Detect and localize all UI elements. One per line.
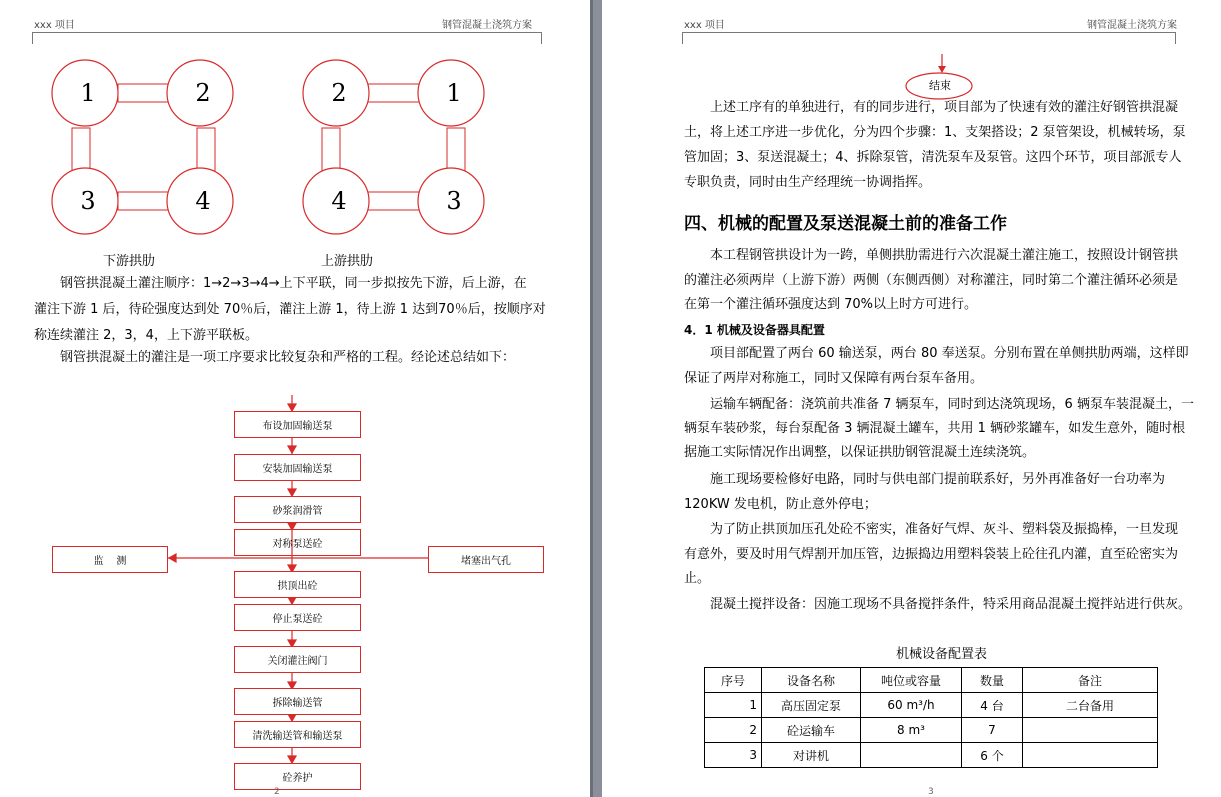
- page-number: 3: [928, 787, 934, 797]
- table-title: 机械设备配置表: [896, 647, 988, 662]
- circle-label: 1: [80, 79, 96, 107]
- paragraph-line: 保证了两岸对称施工，同时又保障有两台泵车备用。: [684, 371, 984, 386]
- paragraph-line: 混凝土搅拌设备：因施工现场不具备搅拌条件，特采用商品混凝土搅拌站进行供灰。: [710, 597, 1192, 612]
- section-heading: 四、机械的配置及泵送混凝土前的准备工作: [684, 214, 1007, 234]
- table-cell: 高压固定泵: [762, 693, 861, 718]
- flow-step: 清洗输送管和输送泵: [234, 721, 361, 748]
- paragraph-line: 施工现场要检修好电路，同时与供电部门提前联系好，另外再准备好一台功率为: [710, 472, 1166, 487]
- document-page-right: [602, 0, 1221, 797]
- table-header-cell: 序号: [705, 668, 762, 693]
- paragraph-line: 为了防止拱顶加压孔处砼不密实，准备好气焊、灰斗、塑料袋及振捣棒，一旦发现: [710, 522, 1179, 537]
- paragraph-line: 管加固；3、泵送混凝土；4、拆除泵管，清洗泵车及泵管。这四个环节，项目部派专人: [684, 150, 1182, 165]
- caption-upstream: 上游拱肋: [321, 254, 374, 269]
- table-header-row: [705, 668, 1158, 693]
- paragraph-line: 有意外，要及时用气焊割开加压管，边振捣边用塑料袋装上砼往孔内灌，直至砼密实为: [684, 547, 1179, 562]
- flow-step: 对称泵送砼: [234, 529, 361, 556]
- table-cell: 二台备用: [1023, 693, 1158, 718]
- table-row: [705, 743, 1158, 768]
- table-cell: 7: [962, 718, 1023, 743]
- paragraph-line: 上述工序有的单独进行，有的同步进行，项目部为了快速有效的灌注好钢管拱混凝: [710, 100, 1179, 115]
- paragraph-line: 运输车辆配备：浇筑前共准备 7 辆泵车，同时到达浇筑现场，6 辆泵车装混凝土，一: [710, 397, 1194, 412]
- paragraph-line: 辆泵车装砂浆，每台泵配备 3 辆混凝土罐车，共用 1 辆砂浆罐车，如发生意外，随时根: [684, 421, 1186, 436]
- subsection-heading: 4．1 机械及设备器具配置: [684, 323, 825, 337]
- flow-step: 砂浆润滑管: [234, 496, 361, 523]
- flow-step: 关闭灌注阀门: [234, 646, 361, 673]
- circle-label: 4: [331, 187, 347, 215]
- table-cell: 6 个: [962, 743, 1023, 768]
- table-cell: [1023, 718, 1158, 743]
- paragraph-line: 据施工实际情况作出调整，以保证拱肋钢管混凝土连续浇筑。: [684, 445, 1036, 460]
- paragraph-line: 土，将上述工序进一步优化，分为四个步骤：1、支架搭设；2 泵管架设，机械转场，泵: [684, 125, 1186, 140]
- header-right-text: 钢管混凝土浇筑方案: [1087, 20, 1177, 31]
- flow-step: 布设加固输送泵: [234, 411, 361, 438]
- paragraph-line: 称连续灌注 2，3，4，上下游平联板。: [34, 328, 258, 343]
- document-page-left: [0, 0, 590, 797]
- table-header-cell: 设备名称: [762, 668, 861, 693]
- paragraph-line: 本工程钢管拱设计为一跨，单侧拱肋需进行六次混凝土灌注施工，按照设计钢管拱: [710, 248, 1179, 263]
- table-cell: 8 m³: [861, 718, 962, 743]
- page-number: 2: [274, 787, 280, 797]
- paragraph-line: 钢管拱混凝土灌注顺序：1→2→3→4→上下平联，同一步拟按先下游，后上游，在: [60, 276, 527, 291]
- paragraph-line: 120KW 发电机，防止意外停电；: [684, 497, 877, 512]
- table-header-cell: 吨位或容量: [861, 668, 962, 693]
- flow-step: 拆除输送管: [234, 688, 361, 715]
- end-label: 结束: [929, 79, 951, 92]
- table-cell: 砼运输车: [762, 718, 861, 743]
- page-gap: [590, 0, 602, 797]
- circle-label: 2: [331, 79, 347, 107]
- table-cell: 对讲机: [762, 743, 861, 768]
- caption-downstream: 下游拱肋: [103, 254, 156, 269]
- paragraph-line: 专职负责，同时由生产经理统一协调指挥。: [684, 175, 932, 190]
- header-rule: [682, 32, 1176, 33]
- table-cell: 1: [705, 693, 762, 718]
- table-header-cell: 备注: [1023, 668, 1158, 693]
- table-cell: 60 m³/h: [861, 693, 962, 718]
- paragraph-line: 项目部配置了两台 60 输送泵，两台 80 奉送泵。分别布置在单侧拱肋两端，这样即: [710, 346, 1189, 361]
- table-cell: 3: [705, 743, 762, 768]
- table-cell: [1023, 743, 1158, 768]
- table-cell: [861, 743, 962, 768]
- table-cell: 2: [705, 718, 762, 743]
- table-header-cell: 数量: [962, 668, 1023, 693]
- arch-rib-diagrams: [0, 0, 590, 270]
- side-box-plug-vent: 堵塞出气孔: [428, 546, 544, 573]
- equipment-table: [704, 667, 1158, 768]
- circle-label: 2: [195, 79, 211, 107]
- circle-label: 3: [80, 187, 96, 215]
- circle-label: 1: [446, 79, 462, 107]
- flow-step: 拱顶出砼: [234, 571, 361, 598]
- paragraph-line: 的灌注必须两岸（上游下游）两侧（东侧西侧）对称灌注，同时第二个灌注循环必须是: [684, 273, 1179, 288]
- header-left-text: xxx 项目: [34, 20, 75, 31]
- table-row: [705, 718, 1158, 743]
- table-row: [705, 693, 1158, 718]
- side-box-monitoring: 监 测: [52, 546, 168, 573]
- circle-label: 3: [446, 187, 462, 215]
- table-cell: 4 台: [962, 693, 1023, 718]
- paragraph-line: 灌注下游 1 后，待砼强度达到处 70％后，灌注上游 1，待上游 1 达到70％后，按顺序对: [34, 302, 546, 317]
- paragraph-line: 在第一个灌注循环强度达到 70%以上时方可进行。: [684, 297, 978, 312]
- paragraph-line: 止。: [684, 571, 711, 586]
- circle-label: 4: [195, 187, 211, 215]
- header-left-text: xxx 项目: [684, 20, 725, 31]
- flow-step: 砼养护: [234, 763, 361, 790]
- header-right-text: 钢管混凝土浇筑方案: [442, 20, 532, 31]
- flow-step: 安装加固输送泵: [234, 454, 361, 481]
- flow-step: 停止泵送砼: [234, 604, 361, 631]
- paragraph-line: 钢管拱混凝土的灌注是一项工序要求比较复杂和严格的工程。经论述总结如下：: [60, 350, 516, 365]
